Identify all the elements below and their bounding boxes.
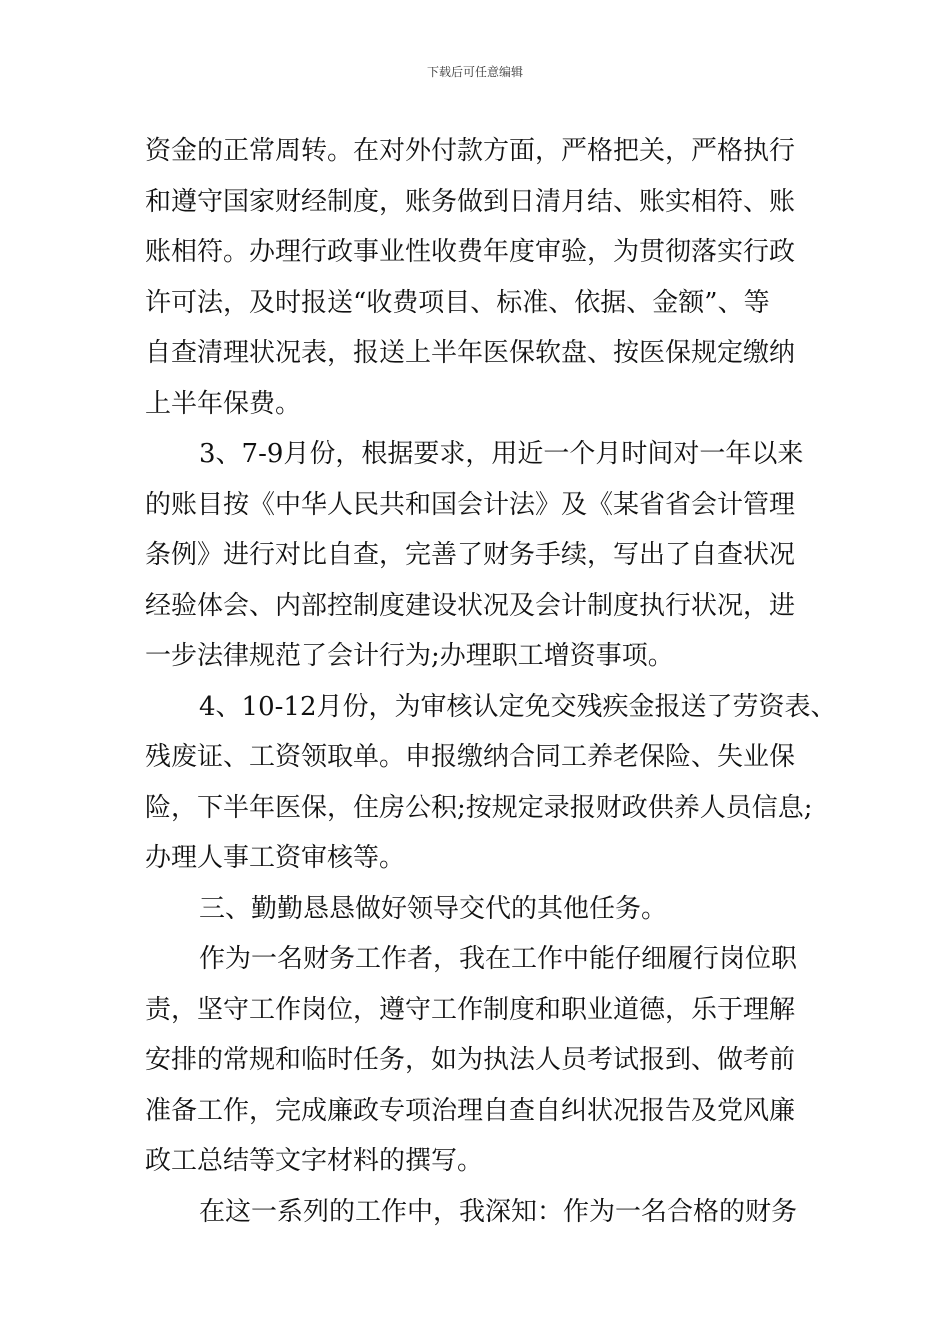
text-line: 一步法律规范了会计行为;办理职工增资事项。 [145, 641, 674, 671]
page-header: 下载后可任意编辑 [426, 65, 523, 79]
text-line: 条例》进行对比自查，完善了财务手续，写出了自查状况 [145, 540, 796, 570]
text-line: 账相符。办理行政事业性收费年度审验，为贯彻落实行政 [145, 237, 796, 267]
text-line: 经验体会、内部控制度建设状况及会计制度执行状况，进 [145, 590, 796, 621]
text-line: 政工总结等文字材料的撰写。 [145, 1146, 484, 1176]
paragraph-start-line: 3、7-9月份，根据要求，用近一个月时间对一年以来 [199, 439, 804, 469]
text-line: 残废证、工资领取单。申报缴纳合同工养老保险、失业保 [145, 742, 796, 772]
text-line: 和遵守国家财经制度，账务做到日清月结、账实相符、账 [145, 186, 796, 217]
text-line: 险，下半年医保，住房公积;按规定录报财政供养人员信息; [145, 792, 813, 823]
section-heading: 三、勤勤恳恳做好领导交代的其他任务。 [199, 893, 668, 924]
paragraph-start-line: 在这一系列的工作中，我深知：作为一名合格的财务 [199, 1196, 798, 1227]
text-line: 的账目按《中华人民共和国会计法》及《某省省会计管理 [145, 489, 796, 520]
text-line: 责，坚守工作岗位，遵守工作制度和职业道德，乐于理解 [145, 994, 796, 1025]
paragraph-start-line: 4、10-12月份，为审核认定免交残疾金报送了劳资表、 [199, 691, 837, 722]
text-line: 安排的常规和临时任务，如为执法人员考试报到、做考前 [145, 1045, 796, 1075]
document-body [145, 126, 837, 1237]
text-line: 办理人事工资审核等。 [145, 843, 406, 873]
text-line: 上半年保费。 [145, 388, 302, 419]
paragraph-start-line: 作为一名财务工作者，我在工作中能仔细履行岗位职 [199, 944, 798, 974]
text-line: 许可法，及时报送“收费项目、标准、依据、金额”、等 [145, 287, 770, 318]
text-line: 资金的正常周转。在对外付款方面，严格把关，严格执行 [145, 136, 796, 166]
text-line: 准备工作，完成廉政专项治理自查自纠状况报告及党风廉 [145, 1095, 796, 1126]
text-line: 自查清理状况表，报送上半年医保软盘、按医保规定缴纳 [145, 338, 796, 368]
